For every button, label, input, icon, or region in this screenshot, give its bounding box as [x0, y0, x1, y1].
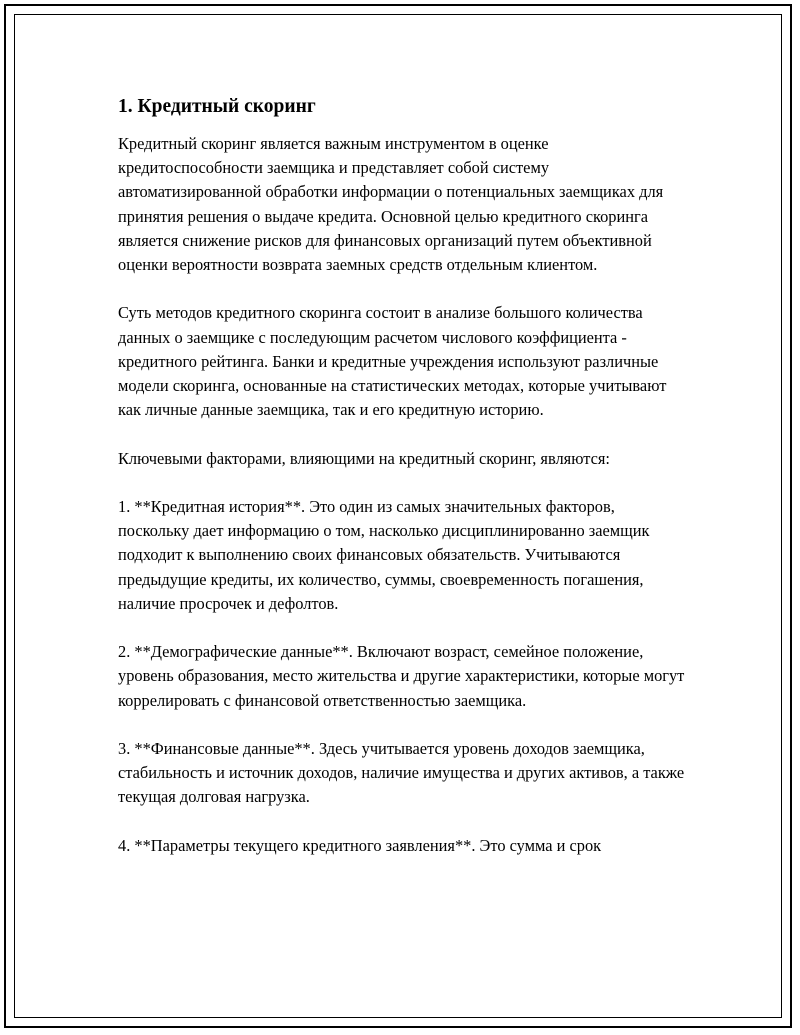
list-item-credit-history: 1. **Кредитная история**. Это один из самых значительных факторов, поскольку дает информацию о том, насколько дисциплинированно заемщик подходит к выполнению своих финансовых обязательств. Учитываются предыдущие кредиты, их количество, суммы, своевременность погашения, наличие просрочек и дефолтов. [118, 497, 650, 613]
list-item-application-params: 4. **Параметры текущего кредитного заявления**. Это сумма и срок [118, 835, 602, 855]
paragraph-methods: Суть методов кредитного скоринга состоит в анализе большого количества данных о заемщике с последующим расчетом числового коэффициента - кредитного рейтинга. Банки и кредитные учреждения используют различные модели скоринга, основанные на статистических методах, которые учитывают как личные данные заемщика, так и его кредитную историю. [118, 303, 667, 420]
section-heading: 1. Кредитный скоринг [118, 96, 316, 117]
paragraph-intro: Кредитный скоринг является важным инструментом в оценке кредитоспособности заемщика и представляет собой систему автоматизированной обработки информации о потенциальных заемщиках для принятия решения о выдаче кредита. Основной целью кредитного скоринга является снижение рисков для финансовых организаций путем объективной оценки вероятности возврата заемных средств отдельным клиентом. [118, 134, 664, 275]
list-item-demographics: 2. **Демографические данные**. Включают возраст, семейное положение, уровень образования, место жительства и другие характеристики, которые могут коррелировать с финансовой ответственностью заемщика. [118, 642, 685, 710]
list-item-financial-data: 3. **Финансовые данные**. Здесь учитывается уровень доходов заемщика, стабильность и источник доходов, наличие имущества и других активов, а также текущая долговая нагрузка. [118, 739, 685, 807]
paragraph-factors-intro: Ключевыми факторами, влияющими на кредитный скоринг, являются: [118, 448, 610, 468]
document-body [118, 95, 688, 882]
